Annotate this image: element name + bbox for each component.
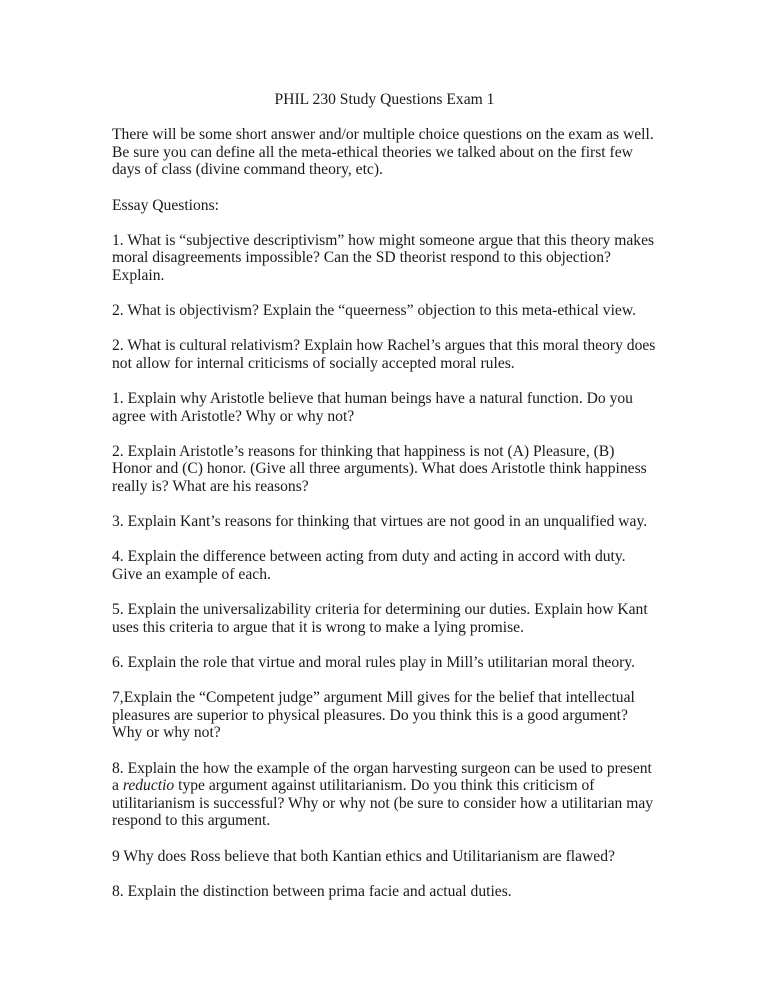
question-text: Explain Aristotle’s reasons for thinking that happiness is not (A) Pleasure, (B) Honor and (C) honor. (Give all three arguments). What does Aristotle think happiness really is? What are his reasons? xyxy=(112,442,647,496)
question-item xyxy=(112,654,657,672)
document-title: PHIL 230 Study Questions Exam 1 xyxy=(274,91,495,108)
question-number: 5. xyxy=(112,601,124,619)
question-item xyxy=(112,548,657,583)
question-text-after: type argument against utilitarianism. Do you think this criticism of utilitarianism is successful? Why or why not (be sure to consider how a utilitarian may respond to this argument. xyxy=(112,777,654,830)
question-italic-term: reductio xyxy=(122,777,175,795)
question-text-before: Explain the how the example of the organ harvesting surgeon can be used to present a xyxy=(112,759,652,795)
question-text: Explain the role that virtue and moral rules play in Mill’s utilitarian moral theory. xyxy=(127,654,635,671)
question-number: 9 xyxy=(112,847,120,865)
question-item xyxy=(112,302,657,320)
question-text: Explain the “Competent judge” argument Mill gives for the belief that intellectual pleasures are superior to physical pleasures. Do you think this is a good argument? Why or why not? xyxy=(112,689,635,742)
intro-paragraph: There will be some short answer and/or multiple choice questions on the exam as well. Be sure you can define all the meta-ethical theories we talked about on the first few days of class (divine command theory, etc). xyxy=(112,126,658,179)
question-number: 2. xyxy=(112,337,124,355)
question-number: 4. xyxy=(112,548,124,566)
question-text: What is cultural relativism? Explain how Rachel’s argues that this moral theory does not allow for internal criticisms of socially accepted moral rules. xyxy=(112,337,656,372)
question-item xyxy=(112,337,657,372)
question-item xyxy=(112,513,657,531)
question-number: 2. xyxy=(112,302,124,320)
question-number: 1. xyxy=(112,231,124,249)
question-item xyxy=(112,760,657,830)
question-text: What is objectivism? Explain the “queerness” objection to this meta-ethical view. xyxy=(127,302,636,320)
question-item xyxy=(112,390,657,425)
question-number: 6. xyxy=(112,654,124,671)
question-number: 8. xyxy=(112,759,124,777)
question-item xyxy=(112,443,657,496)
question-text: Explain why Aristotle believe that human beings have a natural function. Do you agree with Aristotle? Why or why not? xyxy=(112,390,633,425)
document-page xyxy=(112,91,657,918)
question-text: Why does Ross believe that both Kantian ethics and Utilitarianism are flawed? xyxy=(123,847,615,865)
question-number: 3. xyxy=(112,513,124,531)
question-text: Explain the universalizability criteria for determining our duties. Explain how Kant uses this criteria to argue that it is wrong to make a lying promise. xyxy=(112,601,648,636)
question-number: 1. xyxy=(112,390,124,408)
question-number: 2. xyxy=(112,442,124,460)
question-text: Explain the difference between acting from duty and acting in accord with duty. Give an example of each. xyxy=(112,548,626,584)
question-item xyxy=(112,848,657,866)
question-text: What is “subjective descriptivism” how might someone argue that this theory makes moral disagreements impossible? Can the SD theorist respond to this objection? Explain. xyxy=(112,231,655,284)
question-item xyxy=(112,601,657,636)
question-text: Explain Kant’s reasons for thinking that virtues are not good in an unqualified way. xyxy=(127,513,648,531)
essay-question-list xyxy=(112,232,657,901)
question-item xyxy=(112,883,657,901)
essay-questions-heading: Essay Questions: xyxy=(112,196,219,214)
question-number: 8. xyxy=(112,882,124,900)
question-number: 7, xyxy=(112,689,124,707)
question-text: Explain the distinction between prima facie and actual duties. xyxy=(127,882,512,900)
question-item xyxy=(112,689,657,742)
question-item xyxy=(112,232,657,285)
